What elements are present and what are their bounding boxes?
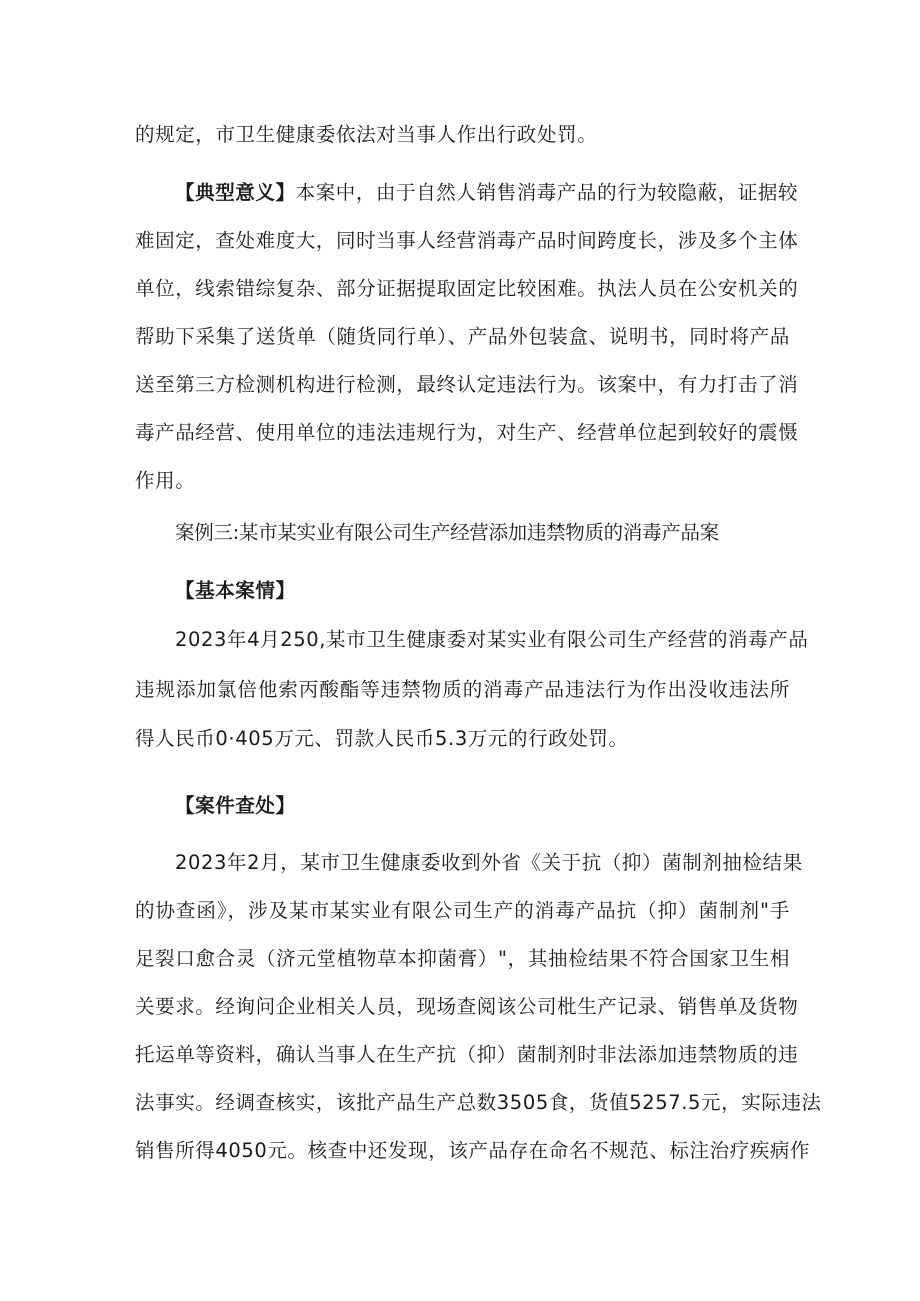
paragraph-line xyxy=(175,180,798,206)
paragraph-line: 作用。 xyxy=(135,469,196,492)
paragraph-line: 2023年2月，某市卫生健康委收到外省《关于抗（抑）菌制剂抽检结果 xyxy=(175,851,803,874)
section-heading-typical-significance: 【典型意义】 xyxy=(175,181,296,204)
paragraph-line: 得人民币0·405万元、罚款人民币5.3万元的行政处罚。 xyxy=(135,727,629,750)
paragraph-line: 的协查函》，涉及某市某实业有限公司生产的消毒产品抗（抑）菌制剂"手 xyxy=(135,899,790,922)
paragraph-line: 关要求。经询问企业相关人员，现场查阅该公司枇生产记录、销售单及货物 xyxy=(135,995,799,1018)
paragraph-line: 2023年4月250,某市卫生健康委对某实业有限公司生产经营的消毒产品 xyxy=(175,628,809,651)
paragraph-line: 单位，线索错综复杂、部分证据提取固定比较困难。执法人员在公安机关的 xyxy=(135,277,799,300)
case-title: 案例三:某市某实业有限公司生产经营添加违禁物质的消毒产品案 xyxy=(175,521,719,544)
paragraph-line: 托运单等资料，确认当事人在生产抗（抑）菌制剂时非法添加违禁物质的违 xyxy=(135,1043,799,1066)
paragraph-line: 帮助下采集了送货单（随货同行单）、产品外包装盒、说明书，同时将产品 xyxy=(135,325,790,348)
paragraph-line: 足裂口愈合灵（济元堂植物草本抑菌膏）"，其抽检结果不符合国家卫生相 xyxy=(135,947,790,970)
paragraph-line: 毒产品经营、使用单位的违法违规行为，对生产、经营单位起到较好的震慑 xyxy=(135,421,799,444)
paragraph-line: 送至第三方检测机构进行检测，最终认定违法行为。该案中，有力打击了消 xyxy=(135,373,799,396)
section-heading-basic-facts: 【基本案情】 xyxy=(175,579,296,602)
paragraph-line: 难固定，查处难度大，同时当事人经营消毒产品时间跨度长，涉及多个主体 xyxy=(135,229,799,252)
paragraph-line: 销售所得4050元。核查中还发现，该产品存在命名不规范、标注治疗疾病作 xyxy=(135,1139,811,1162)
paragraph-line: 违规添加氯倍他索丙酸酯等违禁物质的消毒产品违法行为作出没收违法所 xyxy=(135,678,790,701)
paragraph-line: 法事实。经调查核实，该批产品生产总数3505食，货值5257.5元，实际违法 xyxy=(135,1091,822,1114)
paragraph-text: 本案中，由于自然人销售消毒产品的行为较隐蔽，证据较 xyxy=(295,181,799,204)
paragraph-line: 的规定，市卫生健康委依法对当事人作出行政处罚。 xyxy=(135,123,598,146)
section-heading-investigation: 【案件查处】 xyxy=(175,794,296,817)
